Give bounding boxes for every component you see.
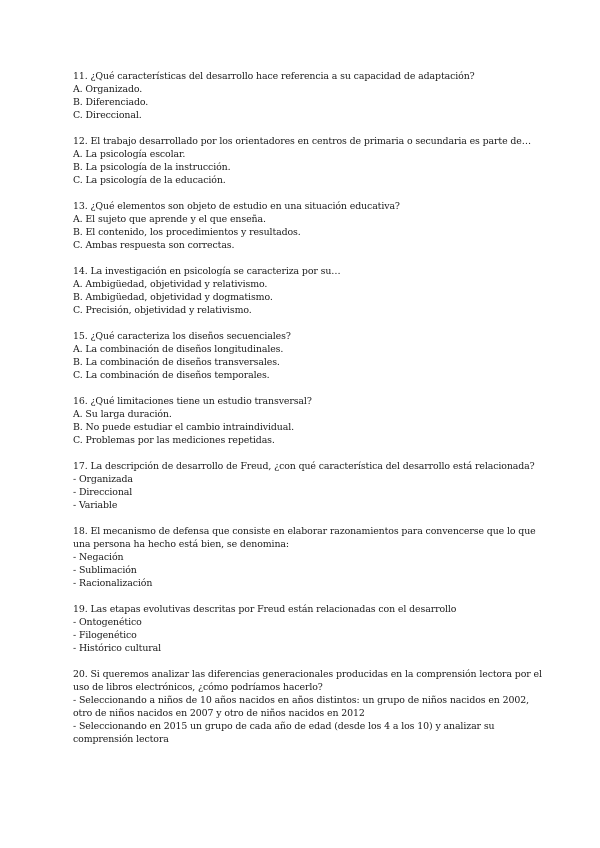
answer-option: - Racionalización (73, 578, 153, 589)
question-text: 15. ¿Qué caracteriza los diseños secuenciales? (73, 331, 291, 342)
answer-option: B. La combinación de diseños transversales. (73, 357, 280, 368)
answer-option: C. Problemas por las mediciones repetidas. (73, 435, 275, 446)
answer-option: - Direccional (73, 487, 133, 498)
question-text: 13. ¿Qué elementos son objeto de estudio en una situación educativa? (73, 201, 400, 212)
answer-option: B. La psicología de la instrucción. (73, 162, 231, 173)
question-text: 12. El trabajo desarrollado por los orientadores en centros de primaria o secundaria es parte de… (73, 136, 532, 147)
exam-page (73, 70, 543, 759)
question-text: 11. ¿Qué características del desarrollo hace referencia a su capacidad de adaptación? (73, 71, 475, 82)
question-text: 14. La investigación en psicología se caracteriza por su… (73, 266, 341, 277)
answer-option: C. Ambas respuesta son correctas. (73, 240, 235, 251)
answer-option: - Sublimación (73, 565, 137, 576)
question-text: 19. Las etapas evolutivas descritas por Freud están relacionadas con el desarrollo (73, 604, 457, 615)
answer-option: B. El contenido, los procedimientos y resultados. (73, 227, 301, 238)
question-text: 18. El mecanismo de defensa que consiste en elaborar razonamientos para convencerse que lo que una persona ha hecho está bien, se denomina: (73, 526, 536, 550)
answer-option: A. La combinación de diseños longitudinales. (73, 344, 284, 355)
answer-option: B. Diferenciado. (73, 97, 149, 108)
answer-option: - Negación (73, 552, 124, 563)
answer-option: C. Direccional. (73, 110, 142, 121)
question-20 (73, 668, 543, 746)
answer-option: A. La psicología escolar. (73, 149, 186, 160)
question-16 (73, 395, 543, 447)
answer-option: - Seleccionando en 2015 un grupo de cada año de edad (desde los 4 a los 10) y analizar su comprensión lectora (73, 721, 495, 745)
answer-option: A. Organizado. (73, 84, 143, 95)
answer-option: C. La psicología de la educación. (73, 175, 226, 186)
answer-option: C. La combinación de diseños temporales. (73, 370, 270, 381)
question-text: 20. Si queremos analizar las diferencias generacionales producidas en la comprensión lectora por el uso de libros electrónicos, ¿cómo podríamos hacerlo? (73, 669, 542, 693)
question-11 (73, 70, 543, 122)
answer-option: B. Ambigüedad, objetividad y dogmatismo. (73, 292, 273, 303)
answer-option: A. El sujeto que aprende y el que enseña. (73, 214, 266, 225)
answer-option: - Seleccionando a niños de 10 años nacidos en años distintos: un grupo de niños nacidos en 2002, otro de niños nacidos en 2007 y otro de niños nacidos en 2012 (73, 695, 529, 719)
question-18 (73, 525, 543, 590)
answer-option: B. No puede estudiar el cambio intraindividual. (73, 422, 295, 433)
question-text: 17. La descripción de desarrollo de Freud, ¿con qué característica del desarrollo está relacionada? (73, 461, 535, 472)
question-14 (73, 265, 543, 317)
answer-option: A. Ambigüedad, objetividad y relativismo. (73, 279, 268, 290)
answer-option: - Organizada (73, 474, 133, 485)
question-12 (73, 135, 543, 187)
question-13 (73, 200, 543, 252)
answer-option: A. Su larga duración. (73, 409, 172, 420)
answer-option: - Histórico cultural (73, 643, 162, 654)
answer-option: - Variable (73, 500, 118, 511)
question-15 (73, 330, 543, 382)
answer-option: C. Precisión, objetividad y relativismo. (73, 305, 252, 316)
answer-option: - Ontogenético (73, 617, 142, 628)
question-17 (73, 460, 543, 512)
question-text: 16. ¿Qué limitaciones tiene un estudio transversal? (73, 396, 312, 407)
answer-option: - Filogenético (73, 630, 137, 641)
question-19 (73, 603, 543, 655)
